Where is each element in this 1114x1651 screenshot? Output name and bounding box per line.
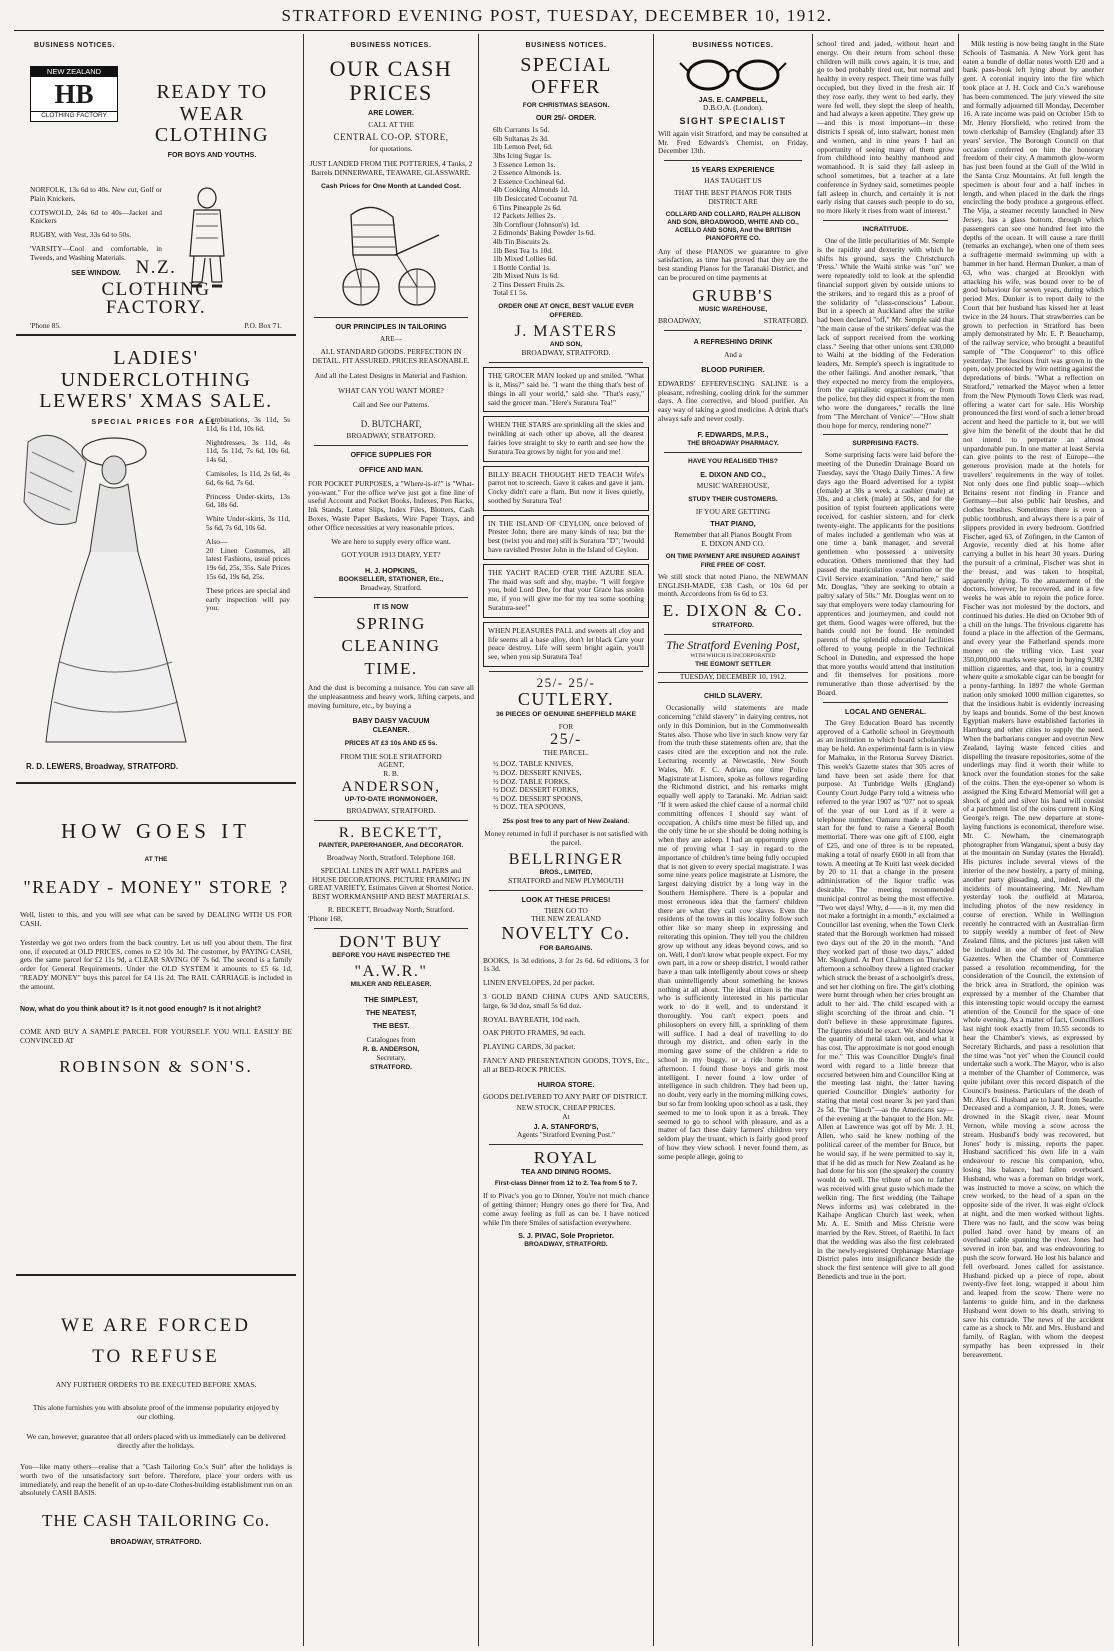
nz-title: N.Z. [135, 257, 177, 278]
hopkins-ad [308, 450, 474, 593]
huiroa-new: NEW STOCK, CHEAP PRICES. [516, 1103, 616, 1113]
article-title: INCRATITUDE. [862, 225, 909, 233]
masters-addr: BROADWAY, STRATFORD. [521, 348, 611, 358]
pivac-name: S. J. PIVAC, Sole Proprietor. [518, 1231, 614, 1241]
bellringer-name: BELLRINGER [508, 850, 624, 868]
grubbs-body: Any of these PIANOS we guarantee to give satisfaction, as time has proved that they are the best standing Pianos for the Taranaki District, and can be procured on time payments at [658, 246, 808, 282]
offer-title: OFFER [531, 75, 601, 98]
edwards-t1: A REFRESHING DRINK [693, 336, 773, 346]
offer-item: 4lb Tin Biscuits 2s. [493, 236, 551, 246]
logo-bottom-text: CLOTHING FACTORY [31, 111, 117, 120]
masters-special-offer-ad [483, 55, 649, 358]
beckett-ad [308, 825, 474, 924]
awr-feature: THE NEATEST, [365, 1008, 417, 1018]
dixon-music: MUSIC WAREHOUSE, [696, 480, 770, 490]
column-rule [812, 34, 813, 1646]
novelty-line: PLAYING CARDS, 3d packet. [483, 1042, 576, 1052]
divider [664, 160, 802, 161]
suratura-tea-ad: WHEN PLEASURES PALL and sweets all cloy and life seems all a base alloy, don't let black Care your peace destroy. Life will seem bright again, you'll see, when you sip Suratura Tea! [483, 622, 649, 667]
central-coop-ad [308, 57, 474, 313]
dixon-remember: Remember that all Pianos Bought From [674, 530, 792, 540]
offer-item: 2 Tins Dessert Fruits 2s. [493, 279, 565, 289]
novelty-line: BOOKS, 1s 3d editions, 3 for 2s 6d. 6d editions, 3 for 1s 3d. [483, 955, 649, 974]
coop-call: CALL AT THE [368, 119, 414, 129]
rm-name: ROBINSON & SON'S. [59, 1057, 253, 1077]
cutlery-items [483, 760, 649, 812]
office-diary: GOT YOUR 1913 DIARY, YET? [341, 550, 441, 560]
offer-item: 1lb Best Tea 1s 10d. [493, 245, 553, 255]
ct-name: THE CASH TAILORING Co. [41, 1511, 271, 1531]
article-title: SURPRISING FACTS. [852, 440, 919, 448]
beckett-addr: Broadway North, Stratford. Telephone 168. [326, 853, 456, 863]
dixon-from: E. DIXON AND CO. [701, 539, 765, 549]
factory-title: FACTORY. [105, 298, 207, 318]
awr-name: "A.W.R." [354, 963, 428, 980]
divider [16, 1274, 296, 1276]
clothing-title: CLOTHING [101, 279, 211, 298]
cutlery-item: ½ DOZ. TEA SPOONS, [493, 802, 566, 812]
section-header: BUSINESS NOTICES. [34, 42, 115, 49]
offer-item: 2 Essence Almonds 1s. [493, 168, 562, 178]
novelty-then: THEN GO TO [544, 905, 588, 915]
grubbs-ad [658, 165, 808, 326]
divider [489, 362, 643, 363]
rm-yesterday: Yesterday we got two orders from the back country. Let us tell you about them. The first one, if executed at OLD PRICES, comes to £2 10s 3d. The customer, by PAYING CASH, gets the same parcel for £2 11s 9d, a CLEAR SAVING OF 7s 6d. The second is a family order for General Requirements. Under the OLD SYSTEM it amounts to £5 6s 1d, "READY MONEY" buys this parcel for £4 11s 2d. The RAIL CARRIAGE is included in the amount. [20, 937, 292, 991]
offer-one: ORDER ONE AT ONCE, BEST VALUE EVER OFFERED. [498, 303, 634, 320]
dixon-ad [658, 457, 808, 630]
royal-body: If to Pivac's you go to Dinner, You're not much chance of getting thinner; Hungry ones go there for Tea, And come away feeling as full as can be. I have noticed while I'm there Smiles of satisfaction everywhere. [483, 1191, 649, 1227]
offer-item: 6 Tins Pineapple 2s 6d. [493, 202, 562, 212]
newspaper-flag [658, 639, 808, 684]
office-body: FOR POCKET PURPOSES, a "Where-is-it?" is "What-you-want." For the office we've just got a fine line of useful Account and Pocket Books, Indexes, Pen Racks, Ink Stands, Letter Slips, Index Files, Blotters, Cash Boxes, Waste Paper Baskets, Wire Paper Trays, and other Office necessities at very reasonable prices. [308, 478, 474, 532]
column-1 [16, 36, 296, 1644]
surprising-facts-body: Some surprising facts were laid before the meeting of the Dunedin Drainage Board on Tuesday, says the 'Otago Daily Times.' A few days ago the Board advertised for a typist (female) at 30s a week, a cashier (male) at 30s, and a clerk (male) at 50s, and for the position of typist fourteen applications were received, for cashier sixteen, and for clerk twenty-eight. The applicants for the positions of males included a gentleman who was at one time a bank manager, and several gentlemen who possessed a university education. Others mentioned that they had passed the matriculation examination or the Civil Service examination. "And here," said Mr. Douglas, "they are seeking to obtain a paltry salary of 50s." Mr. Douglas went on to say that employers were today clamouring for apprentices and journeymen, and could not get them. Good wages were offered, but the hands could not be found. He reminded parents of the splendid educational facilities offered to young people in the Technical School in Dunedin, and expressed the hope that more youths would attend that institution and fit themselves for positions more remunerative than those advertised by the Board. [817, 450, 954, 697]
suratura-tea-ad: BILLY BEACH THOUGHT HE'D TEACH Wife's parrot not to screech. Gave it cakes and gave it jam. Cocky didn't care a flam. But now it lives quietly, soothed by Suratura Tea! [483, 466, 649, 511]
offer-item: 6lb Sultanas 2s 3d. [493, 133, 549, 143]
flag-date: TUESDAY, DECEMBER 10, 1912. [658, 672, 808, 683]
royal-tea-rooms-ad [483, 1149, 649, 1250]
rm-come: COME AND BUY A SAMPLE PARCEL FOR YOURSELF. YOU WILL EASILY BE CONVINCED AT [20, 1027, 292, 1046]
novelty-co-ad [483, 895, 649, 1140]
hb-rugby: RUGBY, with Vest, 33s 6d to 50s. [30, 230, 131, 240]
masters-and: AND SON, [549, 341, 583, 349]
divider [16, 334, 296, 336]
spring-body: And the dust is becoming a nuisance. You can save all the unpleasantness and heavy work, lifting carpets, and moving furniture, etc., by buying a [308, 683, 474, 710]
hb-cotswold: COTSWOLD, 24s 6d to 40s—Jacket and Knickers [30, 207, 162, 226]
cutlery-item: ½ DOZ. TABLE KNIVES, [493, 759, 574, 769]
offer-xmas: FOR CHRISTMAS SEASON. [522, 102, 610, 110]
office-title: OFFICE AND MAN. [358, 464, 424, 474]
spring-prices: PRICES AT £3 10s AND £5 5s. [344, 739, 438, 747]
novelty-name: NOVELTY Co. [501, 923, 631, 944]
column-3 [483, 36, 649, 1644]
cutlery-item: ½ DOZ. DESSERT FORKS, [493, 785, 579, 795]
hb-see-window: SEE WINDOW. [71, 267, 121, 277]
suratura-tea-ad: WHEN THE STARS are sprinkling all the skies and twinkling at each other up above, all the dearest fairies love straight to sky to earth and see how the Suratura Tea grows by night for you and me! [483, 416, 649, 461]
awr-title: DON'T BUY [339, 931, 443, 951]
divider [823, 702, 948, 703]
campbell-name: JAS. E. CAMPBELL, [698, 95, 768, 104]
huiroa-goods: GOODS DELIVERED TO ANY PART OF DISTRICT. [483, 1091, 648, 1101]
dixon-body: We still stock that noted Piano, the NEWMAN ENGLISH-MADE, £38 Cash, or 10s 6d per month. Accordeons from 6s 6d to £3. [658, 571, 808, 599]
divider [664, 634, 802, 635]
hopkins-addr: Broadway, Stratford. [360, 583, 422, 593]
hopkins-name: H. J. HOPKINS, [365, 566, 417, 576]
section-header: BUSINESS NOTICES. [692, 42, 774, 49]
offer-item: 3lbs Icing Sugar 1s. [493, 150, 552, 160]
butchart-ad [308, 322, 474, 440]
rm-store: "READY - MONEY" STORE ? [23, 876, 289, 897]
coop-cash: Cash Prices for One Month at Landed Cost. [320, 183, 462, 191]
cutlery-for: FOR [558, 721, 574, 731]
divider [314, 820, 468, 821]
divider [314, 597, 468, 598]
huiroa-store: HUIROA STORE. [537, 1079, 595, 1089]
spring-now: IT IS NOW [373, 602, 409, 612]
column-5 [817, 36, 954, 1644]
flag-title: The Stratford Evening Post, [666, 637, 800, 652]
awr-milker-ad [308, 933, 474, 1072]
divider [489, 1144, 643, 1145]
edwards-addr: THE BROADWAY PHARMACY. [687, 439, 779, 447]
grubbs-addr: STRATFORD. [763, 316, 808, 326]
awr-feature: THE SIMPLEST, [364, 995, 418, 1005]
ingratitude-body: One of the little peculiarities of Mr. Semple is the rapidity and dexterity with which he shifts his ground, says the Christchurch 'Press.' While the Waihi strike was "on" we were repeatedly told to look at the splendid financial support given by outside unions to the strikers, and to regard this as a proof of the solidarity of "class-conscious" Labour. But in a speech at Auckland after the strike had been declared "off," Mr. Semple said that "the main cause of the strikers' defeat was the lack of support received from the working class." Seeing that other unions sent £30,000 to Waihi at the bidding of the Federation leaders, Mr. Semple's speech is ingratitude to the other failings. And another remark, "that they expected no mercy from the employers, from the capitalistic organisations, or from the police, but they did expect it from the men who wore the dungarees," recalls the line from "The Merchant of Venice"—"How shalt thou hope for mercy, rendering none?" [817, 235, 954, 430]
dixon-if: IF YOU ARE GETTING [695, 506, 771, 516]
offer-our: OUR 25/- ORDER. [535, 113, 597, 123]
edwards-body: EDWARDS' EFFERVESCING SALINE is a pleasant, refreshing, cooling drink for the summer days. A fine corrective, and blood purifier. An easy way of taking a good medicine. A drink that's always safe and never costly. [658, 378, 808, 423]
pram-illustration [331, 195, 451, 313]
spectacles-icon [678, 55, 788, 93]
hb-logo [30, 66, 118, 122]
suratura-tea-ads [483, 367, 649, 667]
spring-title: TIME. [364, 658, 418, 678]
offer-item: 1lb Desiccated Cocoanut 7d. [493, 193, 578, 203]
edwards-t2: BLOOD PURIFIER. [701, 364, 765, 374]
rm-title: HOW GOES IT [61, 819, 251, 843]
ct-addr: BROADWAY, STRATFORD. [110, 1536, 202, 1546]
ct-title: WE ARE FORCED [61, 1315, 251, 1336]
pivac-addr: BROADWAY, STRATFORD. [524, 1241, 608, 1249]
ct-we: We can, however, guarantee that all orders placed with us immediately can be delivered directly after the holidays. [26, 1432, 286, 1451]
offer-item: 1 Bottle Cordial 1s. [493, 262, 551, 272]
principles-call: Call and See our Patterns. [352, 400, 430, 410]
spring-from: FROM THE SOLE STRATFORD [340, 751, 442, 761]
royal-sub: TEA AND DINING ROOMS. [521, 1167, 611, 1177]
lewers-also: Also— [206, 536, 228, 546]
offer-item: Total £1 5s. [493, 288, 528, 298]
lewers-white: White Under-skirts, 3s 11d, 5s 6d, 7s 6d, 10s 6d. [206, 514, 290, 532]
butchart-addr: BROADWAY, STRATFORD. [346, 431, 436, 441]
lewers-linen: 20 Linen Costumes, all latest Fashions, usual prices 19s 6d, 25s, 35s. Sale Prices 15s 6d, 19s 6d, 25s. [206, 545, 290, 581]
principles-latest: And all the Latest Designs in Material and Fashion. [314, 370, 468, 380]
offer-item: 1lb Mixed Lollies 6d. [493, 254, 558, 264]
cutlery-item: ½ DOZ. TABLE FORKS, [493, 776, 570, 786]
principles-are: ARE— [379, 334, 403, 344]
awr-from: R. B. ANDERSON, [362, 1046, 420, 1054]
coop-just: JUST LANDED FROM THE POTTERIES, 4 Tanks, 2 Barrels DINNERWARE, TEAWARE, GLASSWARE. [309, 158, 473, 177]
ct-title: TO REFUSE [92, 1345, 220, 1367]
huiroa-at: At [562, 1112, 570, 1122]
awr-cat: Catalogues from [366, 1035, 416, 1045]
hb-clothing-ad [16, 36, 296, 298]
divider [664, 452, 802, 453]
grubbs-has: HAS TAUGHT US [704, 176, 762, 186]
ready-money-store-ad [16, 788, 296, 1288]
offer-item: 3 Essence Lemon 1s. [493, 159, 556, 169]
beckett-name: R. BECKETT, [338, 824, 444, 841]
cutlery-item: ½ DOZ. DESSERT KNIVES, [493, 767, 582, 777]
lewers-ad [16, 338, 296, 784]
flag-settler: THE EGMONT SETTLER [695, 661, 771, 669]
hb-phone: 'Phone 85. [30, 320, 61, 330]
offer-item: 2 Edmonds' Baking Powder 1s 6d. [493, 228, 595, 238]
lewers-footer: R. D. LEWERS, Broadway, STRATFORD. [26, 762, 179, 771]
column-rule [478, 34, 479, 1646]
lewers-title: LADIES' UNDERCLOTHING [60, 347, 252, 391]
lewers-these: These prices are special and early inspection will pay you. [206, 585, 290, 613]
dixon-big-name: E. DIXON & Co. [662, 601, 804, 621]
local-general-body: The Grey Education Board has recently approved of a Catholic school in Greymouth as an institution to which board scholarships may be held. An experimental farm is in view for Mamaku, in the Rotorua Survey District. This week's Gazette states that 305 acres of land have been set aside there for that purpose. At Tunbridge Wells (England) County Court Judge Parry told a witness who referred to the year 1907 as "07" not to speak of the year of our Lord as if it were a telephone number. Oamaru made a splendid start for the fund to raise a General Booth memorial. There was one gift of £100, eight of £25, and one of three is to be repeated, making a total of nearly £600 in all from that town. A meeting at Te Kuiti last week decided by 20 to 11 that a change in the present administration of the liquor traffic was desirable. The meeting recommended municipal control as being the most effective. "Two wet days! Why, d——n it, my men did not make a fortnight in a month," exclaimed a Councillor last evening, when the Town Clerk stated that the Borough workmen had missed two days out of the 20 in the month. "And they worked part of those two days," added Mr. Skoglund. At Port Chalmers on Thursday afternoon a schoolboy threw a lighted cracker which struck the breast of a schoolgirl's dress, and set her clothing on fire. The girl's clothing were burnt through when her cries brought an adult to her aid. The child escaped with a slight scorching of the throat and chin. "I don't believe in these approximate figures. The figures should be exact. We should know the quantity of metal taken out, and what it has cost. The approximate is not good enough for me." This was Councillor Dingle's final word with regard to a little breeze that occurred between him and Councillor King at the meeting last night, the latter having queried Councillor Dingle's authority for stating that metal cost nearer 3s per yard than 2s 5d. The "kinch"—as the Americans say—of the evening at the banquet to the Hon. Mr. Allen at Lawrence was got off by Mr. J. H. Allen, who said he knew nothing of the political career of the member for Bruce, but he would say, if he were permitted to say it, that if he did as much for New Zealand as he had done for his son (the speaker) the country would do well. The tribute of son to father was received with great gusto which made the welkin ring. The first wedding (the Taihape News informs us) was celebrated in the Kaihape Anglican Church last week, when Mr. A. E. Smith and Miss Christie were married by the Rev. Street, of Raetihi. In fact that the wedding was also the first celebrated in the newly-registered Orphanage Marriage District pales into insignificance beside the shock the first sentence will give to all good Benedicts and true in the port. [817, 717, 954, 1281]
cutlery-item: ½ DOZ. DESSERT SPOONS, [493, 793, 583, 803]
hb-title: CLOTHING [154, 124, 270, 147]
lewers-title: LEWERS' XMAS SALE. [39, 390, 273, 413]
principles-list: ALL STANDARD GOODS. PERFECTION IN DETAIL. FIT ASSURED. PRICES REASONABLE. [312, 347, 470, 366]
awr-feature: THE BEST. [372, 1021, 410, 1031]
cutlery-parcel: THE PARCEL. [543, 747, 589, 757]
offer-item: 4lb Cooking Almonds 1d. [493, 185, 570, 195]
lewers-special: SPECIAL PRICES FOR ALL. [91, 416, 221, 426]
novelty-line: 3 GOLD BAND CHINA CUPS AND SAUCERS, large, 6s 3d doz, small 5s 6d doz. [483, 992, 649, 1010]
office-title: OFFICE SUPPLIES FOR [350, 449, 432, 459]
stanford-name: J. A. STANFORD'S, [533, 1121, 599, 1131]
hb-pobox: P.O. Box 71. [244, 320, 282, 330]
dixon-that: THAT PIANO, [710, 519, 756, 529]
offer-item: 3lb Cornflour (Johnson's) 1d. [493, 219, 580, 229]
column-rule [303, 34, 304, 1646]
awr-before: BEFORE YOU HAVE INSPECTED THE [332, 952, 450, 959]
coop-lower: ARE LOWER. [368, 107, 414, 117]
edwards-saline-ad [658, 337, 808, 448]
campbell-sight-ad [658, 55, 808, 156]
coop-title: OUR CASH [329, 56, 453, 81]
offer-item: 1lb Lemon Peel, 6d. [493, 142, 553, 152]
dixon-study: STUDY THEIR CUSTOMERS. [688, 495, 778, 503]
novelty-lines [483, 957, 649, 1075]
cutlery-post: 25s post free to any part of New Zealand. [502, 817, 630, 825]
cutlery-sub: 36 PIECES OF GENUINE SHEFFIELD MAKE [495, 710, 637, 718]
column-6 [963, 36, 1104, 1644]
offer-title: SPECIAL [520, 54, 612, 76]
awr-sub: MILKER AND RELEASER. [350, 981, 432, 989]
grubbs-makers: COLLARD AND COLLARD, RALPH ALLISON AND SON, BROADWOOD, WHITE AND CO., ACELLO AND SONS, And the BRITISH PIANOFORTE CO. [665, 210, 801, 242]
novelty-line: FANCY AND PRESENTATION GOODS, TOYS, Etc., all at BED-ROCK PRICES. [483, 1056, 649, 1074]
divider [664, 330, 802, 331]
spring-title: SPRING [356, 614, 426, 634]
coop-for: for quotations. [369, 144, 413, 154]
child-slavery-continued: school tired and jaded, without heart and energy. On their return from school these children will milk cows again, it is true, and go to bed probably tired out, but normal and healthy in every respect. Their time was fully occupied, but they lived in the fresh air. If they rose early, they went to bed early, they were fed well, they slept the sleep of health, and had always a keen appetite. They grew up—and this is most important—in these districts I speak of, into stalwart, honest men and women, and in nine years I had an opportunity of seeing many of them grow from childhood into healthy manhood and womanhood. It is said they fall asleep in school sometimes, but a teacher at a late conference in Sydney said, sometimes people fall asleep in church, and certainly it is not early rising that causes such people to do so, no more likely it rises from want of interest." [817, 39, 954, 216]
novelty-line: LINEN ENVELOPES, 2d per packet. [483, 978, 595, 988]
awr-addr: STRATFORD. [370, 1063, 412, 1071]
campbell-degree: D.B.O.A. (London). [703, 103, 763, 112]
bellringer-bros: BROS., LIMITED, [539, 868, 593, 876]
hopkins-role: BOOKSELLER, STATIONER, Etc., [338, 576, 444, 584]
coop-title: PRICES [349, 79, 433, 105]
hb-norfolk: NORFOLK, 13s 6d to 40s. New cut, Golf or Plain Knickers. [30, 185, 162, 203]
anderson-name: ANDERSON, [341, 778, 441, 795]
stanford-agents: Agents "Stratford Evening Post." [517, 1129, 615, 1139]
anderson-addr: BROADWAY, STRATFORD. [346, 806, 436, 816]
lady-illustration [16, 412, 202, 752]
dixon-name: E. DIXON AND CO., [700, 469, 766, 479]
column-rule [653, 34, 654, 1646]
ct-any: ANY FURTHER ORDERS TO BE EXECUTED BEFORE XMAS. [55, 1380, 257, 1390]
offer-item: 6lb Currants 1s 5d. [493, 125, 550, 135]
novelty-line: ROYAL BAYREATH, 10d each. [483, 1014, 580, 1024]
offer-items [483, 126, 649, 298]
spring-baby: BABY DAISY VACUUM [352, 715, 430, 725]
divider [16, 782, 296, 784]
grubbs-addr: BROADWAY, [658, 316, 701, 326]
dixon-have: HAVE YOU REALISED THIS? [688, 457, 778, 465]
butchart-name: D. BUTCHART, [360, 419, 422, 430]
logo-top-text: NEW ZEALAND [31, 67, 117, 77]
beckett-phone: 'Phone 168, [308, 913, 343, 923]
nz-clothing-factory [36, 258, 276, 279]
column-rule [958, 34, 959, 1646]
cash-tailoring-ad [16, 1280, 296, 1644]
novelty-for: FOR BARGAINS. [539, 944, 593, 952]
vacuum-cleaner-ad [308, 602, 474, 816]
section-header: BUSINESS NOTICES. [525, 42, 607, 49]
anderson-role: UP-TO-DATE IRONMONGER, [344, 796, 438, 804]
column-4 [658, 36, 808, 1644]
royal-dinner: First-class Dinner from 12 to 2. Tea from 5 to 7. [494, 1180, 638, 1188]
cutlery-money: Money returned in full if purchaser is not satisfied with the parcel. [484, 828, 648, 847]
lewers-camisoles: Camisoles, 1s 11d, 2s 6d, 4s 6d, 6s 6d, 7s 6d. [206, 468, 290, 487]
beckett-role: PAINTER, PAPERHANGER, And DECORATOR. [318, 842, 464, 850]
coop-central: CENTRAL CO-OP. STORE, [333, 132, 449, 143]
suratura-tea-ad: THE YACHT RACED O'ER THE AZURE SEA. The maid was soft and shy, maybe. "I will forgive you, bold Lord Dee, for that your Grace has stolen me, if you will give me for my tea some soothing Suratura-see!" [483, 564, 649, 618]
divider [823, 434, 948, 435]
campbell-body: Will again visit Stratford, and may be consulted at Mr. Fred Edwards's Chemist, on Friday, December 13th. [658, 128, 808, 156]
divider [314, 445, 468, 446]
lewers-nightdresses: Nightdresses, 3s 11d, 4s 11d, 5s 11d, 7s 6d, 10s 6d, 14s 6d. [206, 437, 290, 465]
grubbs-name: GRUBB'S [692, 285, 774, 305]
edwards-and: And a [724, 349, 742, 359]
lewers-combinations: Combinations, 3s 11d, 5s 11d, 6s 11d, 10s 6d. [206, 415, 290, 433]
spring-agent: AGENT, [377, 760, 405, 770]
flag-with: WITH WHICH IS INCORPORATED [690, 652, 776, 659]
awr-sec: Secretary, [376, 1053, 406, 1063]
hb-title: READY TO [156, 81, 268, 103]
rm-well: Well, listen to this, and you will see what can be saved by DEALING WITH US FOR CASH. [20, 910, 292, 928]
hb-varsity: 'VARSITY—Cool and comfortable, in Tweeds, and Washing Materials. [30, 243, 162, 262]
beckett-sig: R. BECKETT, Broadway North, Stratford. [327, 905, 455, 915]
lewers-princess: Princess Under-skirts, 13s 6d, 18s 6d. [206, 491, 290, 510]
cutlery-title: CUTLERY. [517, 689, 615, 710]
rm-now: Now, what do you think about it? Is it not good enough? Is it not alright? [20, 1006, 262, 1014]
dixon-terms: ON TIME PAYMENT ARE INSURED AGAINST FIRE FREE OF COST. [665, 552, 801, 569]
child-slavery-body: Occasionally wild statements are made concerning "child slavery" in dairying centres, not only in this Dominion, but in the Commonwealth States also. Those who live in such know very far from the truth these statements often are, that the cases cited are the exception and not the rule. Lecturing recently at Newcastle, New South Wales, Mr. F. C. Adrian, one time Police Magistrate at Lismore, spoke as follows regarding the Richmond district, and his remarks might equally well apply to Taranaki. Mr. Adrian said: "If it were asked the chief cause of a normal child committing offences I should say want of occupation. A child's time must be filled up, and the only time he or she should be doing nothing is when they are asleep. I had an opportunity given me of proving what I say in regard to the importance of children's time being fully occupied that is not given to every special magistrate. I was some nine years police magistrate at Lismore, the largest dairying district by a long way in the Southern Hemisphere. There is a popular and most erroneous idea that the farmers' children there are what they call cow slaves. Even the residents of the towns in this locality follow such other like so many sheep in expressing and reiterating this opinion. They tell you the children grow up without any ideas beyond cows, and so on. Well, I don't know what people expect. For my own part, in a row or sheep district, I would rather have a man talk intelligently about cows or sheep than unintelligently about something he knows nothing at all about. The ideal citizen is the man who is sufficiently interested in his particular work to do it well, and to understand it thoroughly. You can't expect poets and philosophers on every hill, a sprinkling of them will suffice. I had a deal of travelling to do through my district, and often early in the morning gave some of the children a ride to school in my buggy, or a ride home in the afternoon. I found those boys and girls most intelligent. I never found a low order of intelligence in such children. They had been up, no doubt, very early in the morning milking cows, but so far from looking upon school as a task, they seemed to me to look upon it as a break. They seemed to go to school with pleasure, and as a matter of fact these dairy farmers' children very seldom play the truant, which is fairly good proof of how they view school. I never found them, as some people allege, going to [658, 703, 808, 1161]
grubbs-exp: 15 YEARS EXPERIENCE [691, 165, 775, 175]
offer-item: 2lb Mixed Nuts 1s 6d. [493, 271, 559, 281]
logo-mark: HB [54, 79, 94, 109]
suratura-tea-ad: IN THE ISLAND OF CEYLON, once beloved of Prester John, there are many kinds of tea; but the best (twixt you and me) still is Suratura "D"; 'twould have ravished Prester John in the Island of Ceylon. [483, 515, 649, 560]
royal-title: ROYAL [533, 1147, 599, 1167]
offer-item: 12 Packets Jellies 2s. [493, 211, 556, 221]
masters-name: J. MASTERS [514, 323, 618, 341]
novelty-look: LOOK AT THESE PRICES! [521, 894, 611, 904]
novelty-the: THE NEW ZEALAND [531, 914, 601, 924]
divider [489, 671, 643, 672]
spring-title: CLEANING [341, 636, 441, 656]
ct-you: You—like many others—realise that a "Cash Tailoring Co.'s Suit" after the holidays is worth two of the unsatisfactory sort before. Therefore, place your orders with us immediately, and reap the benefit of an up-to-date Clothes-building establishment run on an absolutely CASH BASIS. [20, 1462, 292, 1498]
cutlery-amount: 25/- [550, 731, 582, 749]
dixon-addr: STRATFORD. [712, 621, 754, 629]
divider [489, 890, 643, 891]
ct-this: This alone furnishes you with absolute proof of the immense popularity enjoyed by our clothing. [32, 1402, 280, 1421]
hb-title: WEAR [179, 102, 245, 125]
campbell-title: SIGHT SPECIALIST [679, 115, 787, 126]
divider [314, 317, 468, 318]
spring-cleaner: CLEANER. [372, 724, 410, 734]
column-2 [308, 36, 474, 1644]
grubbs-that: THAT THE BEST PIANOS FOR THIS DISTRICT ARE [674, 187, 792, 206]
principles-what: WHAT CAN YOU WANT MORE? [338, 385, 444, 395]
divider [314, 928, 468, 929]
news-items-body: Milk testing is now being taught in the State Schools of Tasmania. A New York gent has eaten a bundle of dollar notes worth £20 and a bank pass-book left lying about by another gent. A coronial inquiry into the fire which took place at J. H. Cock and Co.'s warehouse has been commenced. The jury viewed the site and formally adjourned till Monday, December 16. A rate income was paid on October 15th to Mr. Henry Horsfield, who retired from the town clerkship of Barnsley (England) after 33 years' service. The Borough Council on that occasion conferred on him the honorary freedom of their city. A mammoth glow-worm has just been found at the Gull of the Wild in the Santa Cruz Mountains. At full length the specimen is about four and a half inches in length, and when placed in the dark the rings encircling the body produce a gorgeous effect. The Vija, a steamer recently launched in New Jersey, has a glass bottom, through which passengers can see one hundred feet into the depths of the ocean. It will cause a rare thrill (remarks an exchange), when one of them sees a suffragette mermaid swimming up with a hammer in her hand. Herman Dunker, a man of 63, who was charged at Brooklyn with attacking his wife, was bound over to be of good behaviour for seven years, during which period Mrs. Dunker is to report daily to the Court that her husband has kissed her at least twice in the 24 hours. That strawberries can be grown to perfection in Stratford has been amply demonstrated by Mr. E. P. Beauchamp, of the railway service, who brought a beautiful sample of "The Conqueror" to this office yesterday. The luscious fruit was grown in the open, only protected by wire netting against the depredations of birds. "What a reflection on Stratford," remarked the Mayor when a letter from the New Plymouth Town Clerk was read, offering a water cart for sale. His Worship pronounced the first word of such a letter broad accent and heed the particle to it, but we will give him the benefit of the doubt that he did not intend to perpetrate an almost unpardonable pun. In one matter at least Servia can give points to the rest of Europe—the generous provision made at the hotels for travellers' requirements in the way of toilet. Not only does one find public soap—which Britains resent not finding in France and Germany—but also public hair brushes, and clothes brushes. Sometimes there is even a public toothbrush, and always there is a pair of slippers provided in every bedroom. Gottfried Fischer, aged 63, of Zofingen, in the Canton of Argovie, recently died at his home after carrying a bullet in his heart 30 years. During the pursuit of a criminal, Fischer was shot in the breast, and was taken to hospital, apparently dying. To the amazement of the doctors, however, he recovered, and in a few weeks he was able to rejoin the police force. Fischer was not molested by the doctors, and continued his duties. He died on October 9th of a chill on the lungs. The frivolous cigarette has found a place in the affection of the Germans, and every year the Fatherland spends more money on the trifling vice. Last year 350,000,000 marks were spent in buying 9,382 million cigarettes, and that, too, in a country where quite a smokable cigar can be bought for a penny-farthing. In 1897 the whole German nation only smoked 1000 million cigarettes, so that the insidious habit is evidently increasing by leaps and bounds. Some of the best known Egyptian makers have established factories in Hamburg and other cities to supply the need. When the barbarians conquer and overrun New Zealand, laying waste fenced cities and dispelling the treasure repositories, some of the underlings may find it worth their while to knock over the foundation stones for the sake of the coins. Then the eye-opener so whom is assigned the King Edward Memorial will get a shock of gold and silver his hand will consist of a parchment list of the coins current in King George's reign. The new departure at stone-laying functions is economical, therefore wise. Mr. C. Newham, the cinematograph photographer from Wanganui, spent a busy day at the mountain on Sunday (states the Herald). His pictures include several views of the interior of the new hostelry, a party of mining, another party glissading, and, indeed, all the incidents of mountaineering. Mr. Newham yesterday took the outfield at Mataroa, including photos of the new residency in course of erection. While in Wellington recently he contracted with an Australian firm to supply weekly a number of feet of New Zealand films, and the pictures just taken will be included in one of the next Australian Gazettes. When the Chamber of Commerce passed a resolution recommending, for the consideration of the Council, the extension of the brick area in Stratford, the opinion was expressed by a member of the Chamber that this interesting topic would occupy the earnest attention of the Council for the space of one whole evening. As a matter of fact, Councillors last night took exactly from 10.55 seconds to hear the Chamber's views, as expressed by Secretary Richards, and pass a resolution that the time was "not yet" when the Council could undertake such a work. The Mayor, who is also a member of the Chamber of Commerce, was quite jubilant over this record dispatch of the Council's business. Particulars of the death of Mr. Alex G. Husband are to hand from Seattle. Deceased and a companion, J. R. Jones, were drowned in the Skagit river, near Mount Vernon, while moving a scow across the stream. Husband's body was recovered, but Jones' body is missing, reports the paper. Husband sacrificed his own life in a vain endeavour to rescue his companion, who, losing his balance, had fallen overboard. Husband, who was a foreman on bridge work, was instructed to move a scow, on which the crew worked, to the head of a span on the opposite side of the river. It was eight o'clock at night, and the men worked without lights. There was no fault, and the scow was being pulled hand over hand by means of an overhead cable spanning the river. Jones had severed in iron bar, and was endeavouring to push the scow forward. He lost his balance and fell overboard. Jones called for assistance. Husband picked up a piece of rope, about twenty-five feet long, wrapped it about him and leaped from the scow. There were no lanterns to guide him, and in the darkness Husband went down to his death, striving to save his comrade. The news of the accident came as a shock to Mr. and Mrs. Husband and family, of Raglan, with whom the deepest sympathy has been expressed in their bereavement. [963, 39, 1104, 1359]
suratura-tea-ad: THE GROCER MAN looked up and smiled. "What is it, Miss?" said he. "I want the thing that's best of things in all your world," said she. "That's easy," said the grocer man. "Here's Suratura Tea!" [483, 367, 649, 412]
novelty-line: OAK PHOTO FRAMES, 9d each. [483, 1028, 586, 1038]
offer-item: 2 Essence Cochineal 6d. [493, 176, 566, 186]
grubbs-sub: MUSIC WAREHOUSE, [698, 306, 768, 314]
hb-subtitle: FOR BOYS AND YOUTHS. [167, 149, 257, 159]
masthead: STRATFORD EVENING POST, TUESDAY, DECEMBER 10, 1912. [281, 6, 833, 25]
section-header: BUSINESS NOTICES. [350, 42, 432, 49]
bellringer-cutlery-ad [483, 676, 649, 886]
rm-at: AT THE [144, 855, 168, 863]
spring-rb: R. B. [383, 769, 399, 779]
divider [823, 220, 948, 221]
article-title: CHILD SLAVERY. [703, 691, 763, 701]
bellringer-addr: STRATFORD and NEW PLYMOUTH [508, 875, 624, 885]
cutlery-price: 25/- 25/- [536, 675, 596, 691]
article-title: LOCAL AND GENERAL. [844, 706, 927, 716]
masthead-rule [14, 30, 1104, 31]
principles-title: OUR PRINCIPLES IN TAILORING [335, 322, 447, 332]
beckett-lines: SPECIAL LINES IN ART WALL PAPERS and HOUSE DECORATIONS. PICTURE FRAMING IN GREAT VARIETY. Estimates Given at Shortest Notice. BEST WORKMANSHIP AND BEST MATERIALS. [308, 865, 474, 902]
office-glad: We are here to supply every office want. [331, 536, 451, 546]
edwards-name: F. EDWARDS, M.P.S., [697, 429, 769, 439]
